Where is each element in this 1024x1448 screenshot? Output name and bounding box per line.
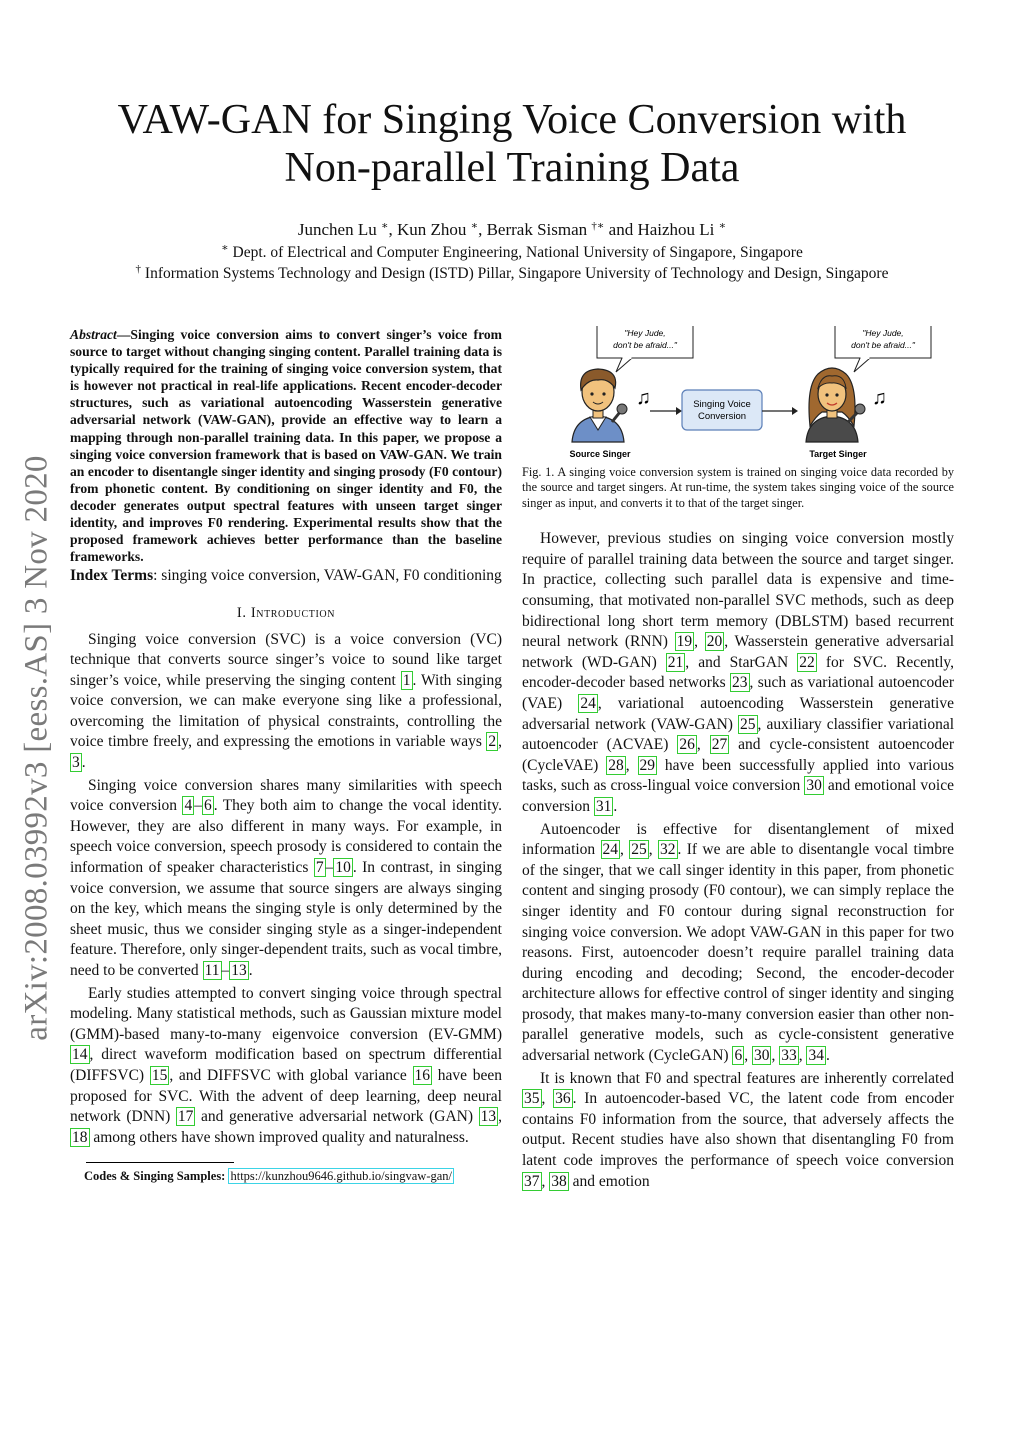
author-1: Junchen Lu — [297, 220, 377, 239]
input-arrow-head — [676, 407, 682, 415]
paragraph-1: Singing voice conversion (SVC) is a voice conversion (VC) technique that converts source singer’s voice to sound like target singer’s voice, while preserving the singing content 1 . With singing voice conversion, we can make everyone sing like a professional, overcoming the limitation of physical constraints, controlling the voice timbre freely, and expressing the emotions in variable ways 2 , 3 . — [70, 630, 502, 772]
figure-1 — [522, 326, 954, 462]
left-column — [70, 326, 502, 1184]
author-3: Berrak Sisman — [486, 220, 588, 239]
target-bubble-line-2: don't be afraid..." — [851, 340, 915, 350]
title-line-2: Non-parallel Training Data — [284, 145, 740, 191]
citation-link[interactable]: 28 — [608, 756, 624, 774]
citation-link[interactable]: 4 — [184, 797, 193, 815]
citation-link[interactable]: 34 — [808, 1047, 824, 1065]
section-title: Introduction — [250, 604, 336, 621]
citation-link[interactable]: 3 — [72, 754, 80, 772]
right-paragraphs — [522, 529, 954, 1192]
figure-1-illustration — [522, 326, 954, 462]
paragraph-5: Autoencoder is effective for disentanglement of mixed information 24 , 25 , 32 . If we are able to disentangle vocal timbre of the singer, that we call singer identity in this paper, from phonetic content and singing prosody (F0 contour), we can simply replace the singer identity and F0 contour during signal reconstruction for singing voice conversion. We adopt VAW-GAN in this paper for two reasons. First, autoencoder doesn’t require parallel training data during encoding and decoding; Second, the encoder-decoder architecture allows for effective control of singer identity and singing prosody, that makes many-to-many conversion easier than other non-parallel generative models, such as cycle-consistent generative adversarial network (CycleGAN) 6 , 30 , 33 , 34 . — [522, 820, 954, 1065]
citation-link[interactable]: 23 — [732, 674, 748, 692]
citation-link[interactable]: 16 — [414, 1066, 430, 1084]
citation-link[interactable]: 21 — [667, 653, 684, 671]
author-1-mark: ∗ — [380, 220, 389, 232]
citation-link[interactable]: 35 — [524, 1090, 540, 1108]
citation-link[interactable]: 27 — [711, 736, 728, 754]
arxiv-id: arXiv:2008.03992v3 [eess.AS] 3 Nov 2020 — [18, 455, 55, 1041]
paragraph-4: However, previous studies on singing voice conversion mostly require of parallel training data between the source and target singer. In practice, collecting such parallel data is expensive and time-consuming, that motivated non-parallel SVC methods, such as deep bidirectional long short term memory (DBLSTM) based recurrent neural network (RNN) 19 , 20 , Wasserstein generative adversarial network (WD-GAN) 21 , and StarGAN 22 for SVC. Recently, encoder-decoder based networks 23 , such as variational autoencoder (VAE) 24 , variational autoencoding Wasserstein generative adversarial network (VAW-GAN) 25 , auxiliary classifier variational autoencoder (ACVAE) 26 , 27 and cycle-consistent autoencoder (CycleVAE) 28 , 29 have been successfully applied into various tasks, such as cross-lingual voice conversion 30 and emotional voice conversion 31 . — [522, 530, 955, 815]
citation-link[interactable]: 10 — [335, 859, 351, 877]
svc-box-line-1: Singing Voice — [693, 399, 751, 410]
paragraph-2: Singing voice conversion shares many similarities with speech voice conversion 4 – 6 . They both aim to change the vocal identity. However, they are also different in many ways. For example, in speech voice conversion, speech prosody is considered to contain the information of speaker characteristics 7 – 10 . In contrast, in singing voice conversion, we assume that source singers are always singing on the key, which means the singing style is only determined by the sheet music, thus we consider singing style as a singer-independent feature. Therefore, only singer-dependent traits, such as vocal timbre, need to be converted 11 – 13 . — [70, 776, 502, 979]
citation-link[interactable]: 36 — [555, 1090, 571, 1108]
citation-link[interactable]: 25 — [740, 715, 756, 733]
paragraph-6: It is known that F0 and spectral features are inherently correlated 35 , 36 . In autoencoder-based VC, the latent code from encoder contains F0 information from the source, that adversely affects the output. Recent studies have also shown that disentangling F0 from latent code improves the performance of speech voice conversion 37 , 38 and emotion — [522, 1069, 954, 1190]
citation-link[interactable]: 25 — [631, 841, 647, 859]
author-2-mark: ∗ — [470, 220, 479, 232]
citation-link[interactable]: 33 — [781, 1047, 797, 1065]
target-bubble-line-1: "Hey Jude, — [862, 328, 904, 338]
citation-link[interactable]: 30 — [806, 777, 822, 795]
affiliation-2-mark: † — [135, 263, 142, 275]
arxiv-stamp — [12, 434, 62, 1062]
samples-url-link[interactable]: https://kunzhou9646.github.io/singvaw-gan/ — [230, 1169, 452, 1184]
source-singer-icon — [572, 369, 627, 442]
citation-link[interactable]: 37 — [524, 1172, 540, 1190]
citation-link[interactable]: 22 — [799, 653, 815, 671]
footnote-rule — [86, 1162, 234, 1163]
paragraph-3: Early studies attempted to convert singing voice through spectral modeling. Many statistical methods, such as Gaussian mixture model (GMM)-based many-to-many eigenvoice conversion (EV-GMM) 14 , direct waveform modification based on spectrum differential (DIFFSVC) 15 , and DIFFSVC with global variance 16 have been proposed for SVC. With the advent of deep learning, deep neural network (DNN) 17 and generative adversarial network (GAN) 13 , 18 among others have shown improved quality and naturalness. — [70, 984, 502, 1146]
citation-link[interactable]: 11 — [204, 962, 220, 979]
citation-link[interactable]: 6 — [203, 797, 212, 815]
citation-link[interactable]: 29 — [639, 756, 655, 774]
svc-box-line-2: Conversion — [697, 411, 747, 422]
footnote — [84, 1168, 502, 1184]
affiliation-1-text: Dept. of Electrical and Computer Engineering, National University of Singapore, Singapore — [232, 244, 803, 261]
source-music-note-icon: ♫ — [636, 387, 651, 409]
citation-link[interactable]: 30 — [753, 1047, 770, 1065]
paper-title — [60, 96, 964, 192]
citation-link[interactable]: 13 — [231, 962, 247, 979]
index-terms-label: Index Terms — [70, 567, 154, 585]
author-3-mark: †∗ — [591, 220, 605, 232]
right-column — [522, 326, 954, 1192]
abstract-text: —Singing voice conversion aims to convert singer’s voice from source to target without changing singing content. Parallel training data is typically required for the training of singing voice conversion system, that is however not practical in real-life applications. Recent encoder-decoder structures, such as variational autoencoding Wasserstein generative adversarial network (VAW-GAN), provide an effective way to learn a mapping through non-parallel training data. In this paper, we propose a singing voice conversion framework that is based on VAW-GAN. We train an encoder to disentangle singer identity and singing prosody (F0 contour) from phonetic content. By conditioning on singer identity and F0, the decoder generates output spectral features with unseen target singer identity, and improves F0 rendering. Experimental results show that the proposed framework achieves better performance than the baseline frameworks. — [70, 327, 502, 565]
citation-link[interactable]: 17 — [177, 1108, 194, 1126]
citation-link[interactable]: 7 — [315, 859, 324, 877]
target-bubble-tail — [854, 358, 870, 372]
source-singer-label: Source Singer — [569, 449, 631, 459]
source-bubble-tail — [616, 358, 632, 372]
index-terms — [70, 566, 502, 587]
affiliation-2 — [60, 264, 964, 284]
citation-link[interactable]: 31 — [595, 797, 612, 815]
output-arrow-head — [792, 407, 798, 415]
citation-link[interactable]: 6 — [734, 1047, 743, 1065]
citation-link[interactable]: 19 — [676, 633, 693, 651]
citation-link[interactable]: 38 — [551, 1172, 567, 1190]
index-terms-text: : singing voice conversion, VAW-GAN, F0 conditioning — [153, 567, 502, 585]
target-singer-label: Target Singer — [809, 449, 867, 459]
citation-link[interactable]: 24 — [602, 841, 619, 859]
affiliation-1-mark: ∗ — [221, 242, 229, 254]
affiliation-2-text: Information Systems Technology and Design (ISTD) Pillar, Singapore University of Technology and Design, Singapore — [144, 265, 889, 282]
section-number: I. — [236, 604, 247, 621]
abstract — [70, 326, 502, 565]
citation-link[interactable]: 1 — [402, 671, 411, 689]
title-line-1: VAW-GAN for Singing Voice Conversion with — [117, 97, 907, 143]
citation-link[interactable]: 14 — [72, 1046, 88, 1064]
abstract-label: Abstract — [70, 327, 117, 342]
citation-link[interactable]: 24 — [580, 694, 596, 712]
footnote-label: Codes & Singing Samples: — [84, 1169, 226, 1184]
author-4: Haizhou Li — [637, 220, 715, 239]
citation-link[interactable]: 20 — [706, 633, 723, 651]
author-list: Junchen Lu ∗, Kun Zhou ∗, Berrak Sisman †∗ and Haizhou Li ∗ — [297, 220, 727, 239]
source-bubble-line-1: "Hey Jude, — [624, 328, 666, 338]
section-heading-introduction — [70, 603, 502, 624]
affiliation-1 — [60, 243, 964, 263]
citation-link[interactable]: 13 — [480, 1108, 497, 1126]
svc-box — [682, 390, 762, 430]
author-2: Kun Zhou — [396, 220, 467, 239]
source-bubble-line-2: don't be afraid..." — [613, 340, 677, 350]
target-singer-icon — [806, 368, 865, 442]
author-4-mark: ∗ — [718, 220, 727, 232]
citation-link[interactable]: 26 — [679, 736, 695, 754]
citation-link[interactable]: 18 — [72, 1128, 88, 1146]
citation-link[interactable]: 15 — [151, 1066, 168, 1084]
citation-link[interactable]: 32 — [660, 841, 676, 859]
target-music-note-icon: ♫ — [872, 387, 887, 409]
citation-link[interactable]: 2 — [488, 733, 497, 751]
author-and: and — [608, 220, 634, 239]
figure-1-caption: Fig. 1. A singing voice conversion system is trained on singing voice data recorded by the source and target singers. At run-time, the system takes singing voice of the source singer as input, and converts it to that of the target singer. — [522, 465, 954, 510]
